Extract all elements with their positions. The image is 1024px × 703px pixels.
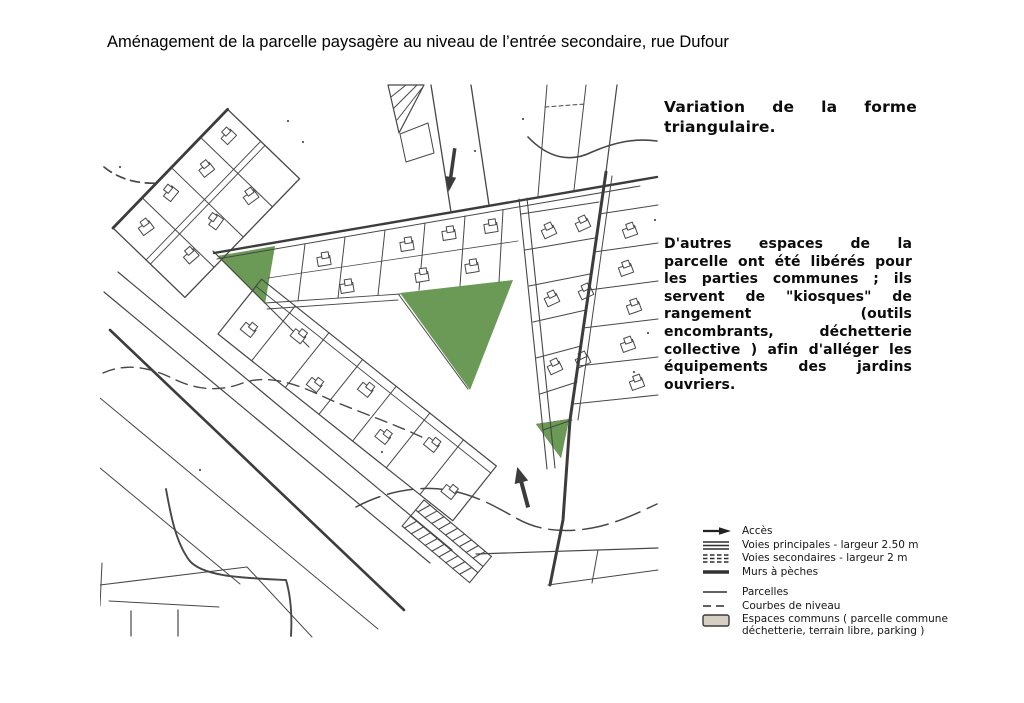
legend-row — [702, 614, 1022, 637]
page-title: Aménagement de la parcelle paysagère au niveau de l’entrée secondaire, rue Dufour — [107, 33, 729, 51]
caption-heading: Variation de la forme triangulaire. — [664, 98, 917, 136]
legend-row — [702, 601, 1022, 613]
secondary-roads-icon — [702, 553, 738, 564]
peach-walls-icon — [702, 567, 738, 577]
bottom-right-roads — [476, 548, 658, 585]
top-entrance-corridor — [388, 85, 586, 212]
legend-row — [702, 553, 1022, 565]
legend-label: Courbes de niveau — [742, 599, 841, 612]
right-outer-road — [550, 85, 617, 585]
parcels-line-icon — [702, 587, 738, 597]
central-road — [214, 177, 657, 259]
legend-label: Murs à pèches — [742, 565, 819, 578]
caption-body: D'autres espaces de la parcelle ont été libérés pour les parties communes ; ils servent de "kiosques" de rangement (outils encombrants, déchetterie collective ) afin d'alléger les équipements des jardins ouvriers. — [664, 236, 912, 393]
legend-row — [702, 526, 1022, 538]
access-arrow-icon — [702, 526, 738, 536]
green-triangle-small-fill — [536, 419, 569, 458]
site-plan-map — [100, 80, 660, 695]
stairs-hatching — [402, 500, 491, 583]
legend-label: Parcelles — [742, 586, 789, 598]
legend-label: Espaces communs ( parcelle commune déchetterie, terrain libre, parking ) — [742, 613, 948, 637]
legend-row — [702, 540, 1022, 552]
parcel-block-top-left — [113, 109, 300, 297]
legend-label: Voies principales - largeur 2.50 m — [742, 538, 919, 551]
legend-label: Accès — [742, 525, 773, 537]
main-roads-icon — [702, 540, 738, 551]
legend-group-roads — [702, 526, 1022, 578]
legend-row — [702, 567, 1022, 579]
parcel-band-right — [521, 202, 599, 430]
common-spaces-icon — [702, 614, 738, 628]
legend-label: Voies secondaires - largeur 2 m — [742, 552, 908, 564]
main-diagonal-roads — [100, 251, 452, 629]
entry-arrow-up-icon — [511, 465, 535, 509]
map-legend — [702, 526, 1022, 637]
entry-arrow-down-icon — [443, 147, 460, 192]
bottom-left-parcels — [100, 563, 312, 637]
legend-row — [702, 587, 1022, 599]
legend-group-parcels — [702, 587, 1022, 637]
contour-lines-icon — [702, 601, 738, 611]
